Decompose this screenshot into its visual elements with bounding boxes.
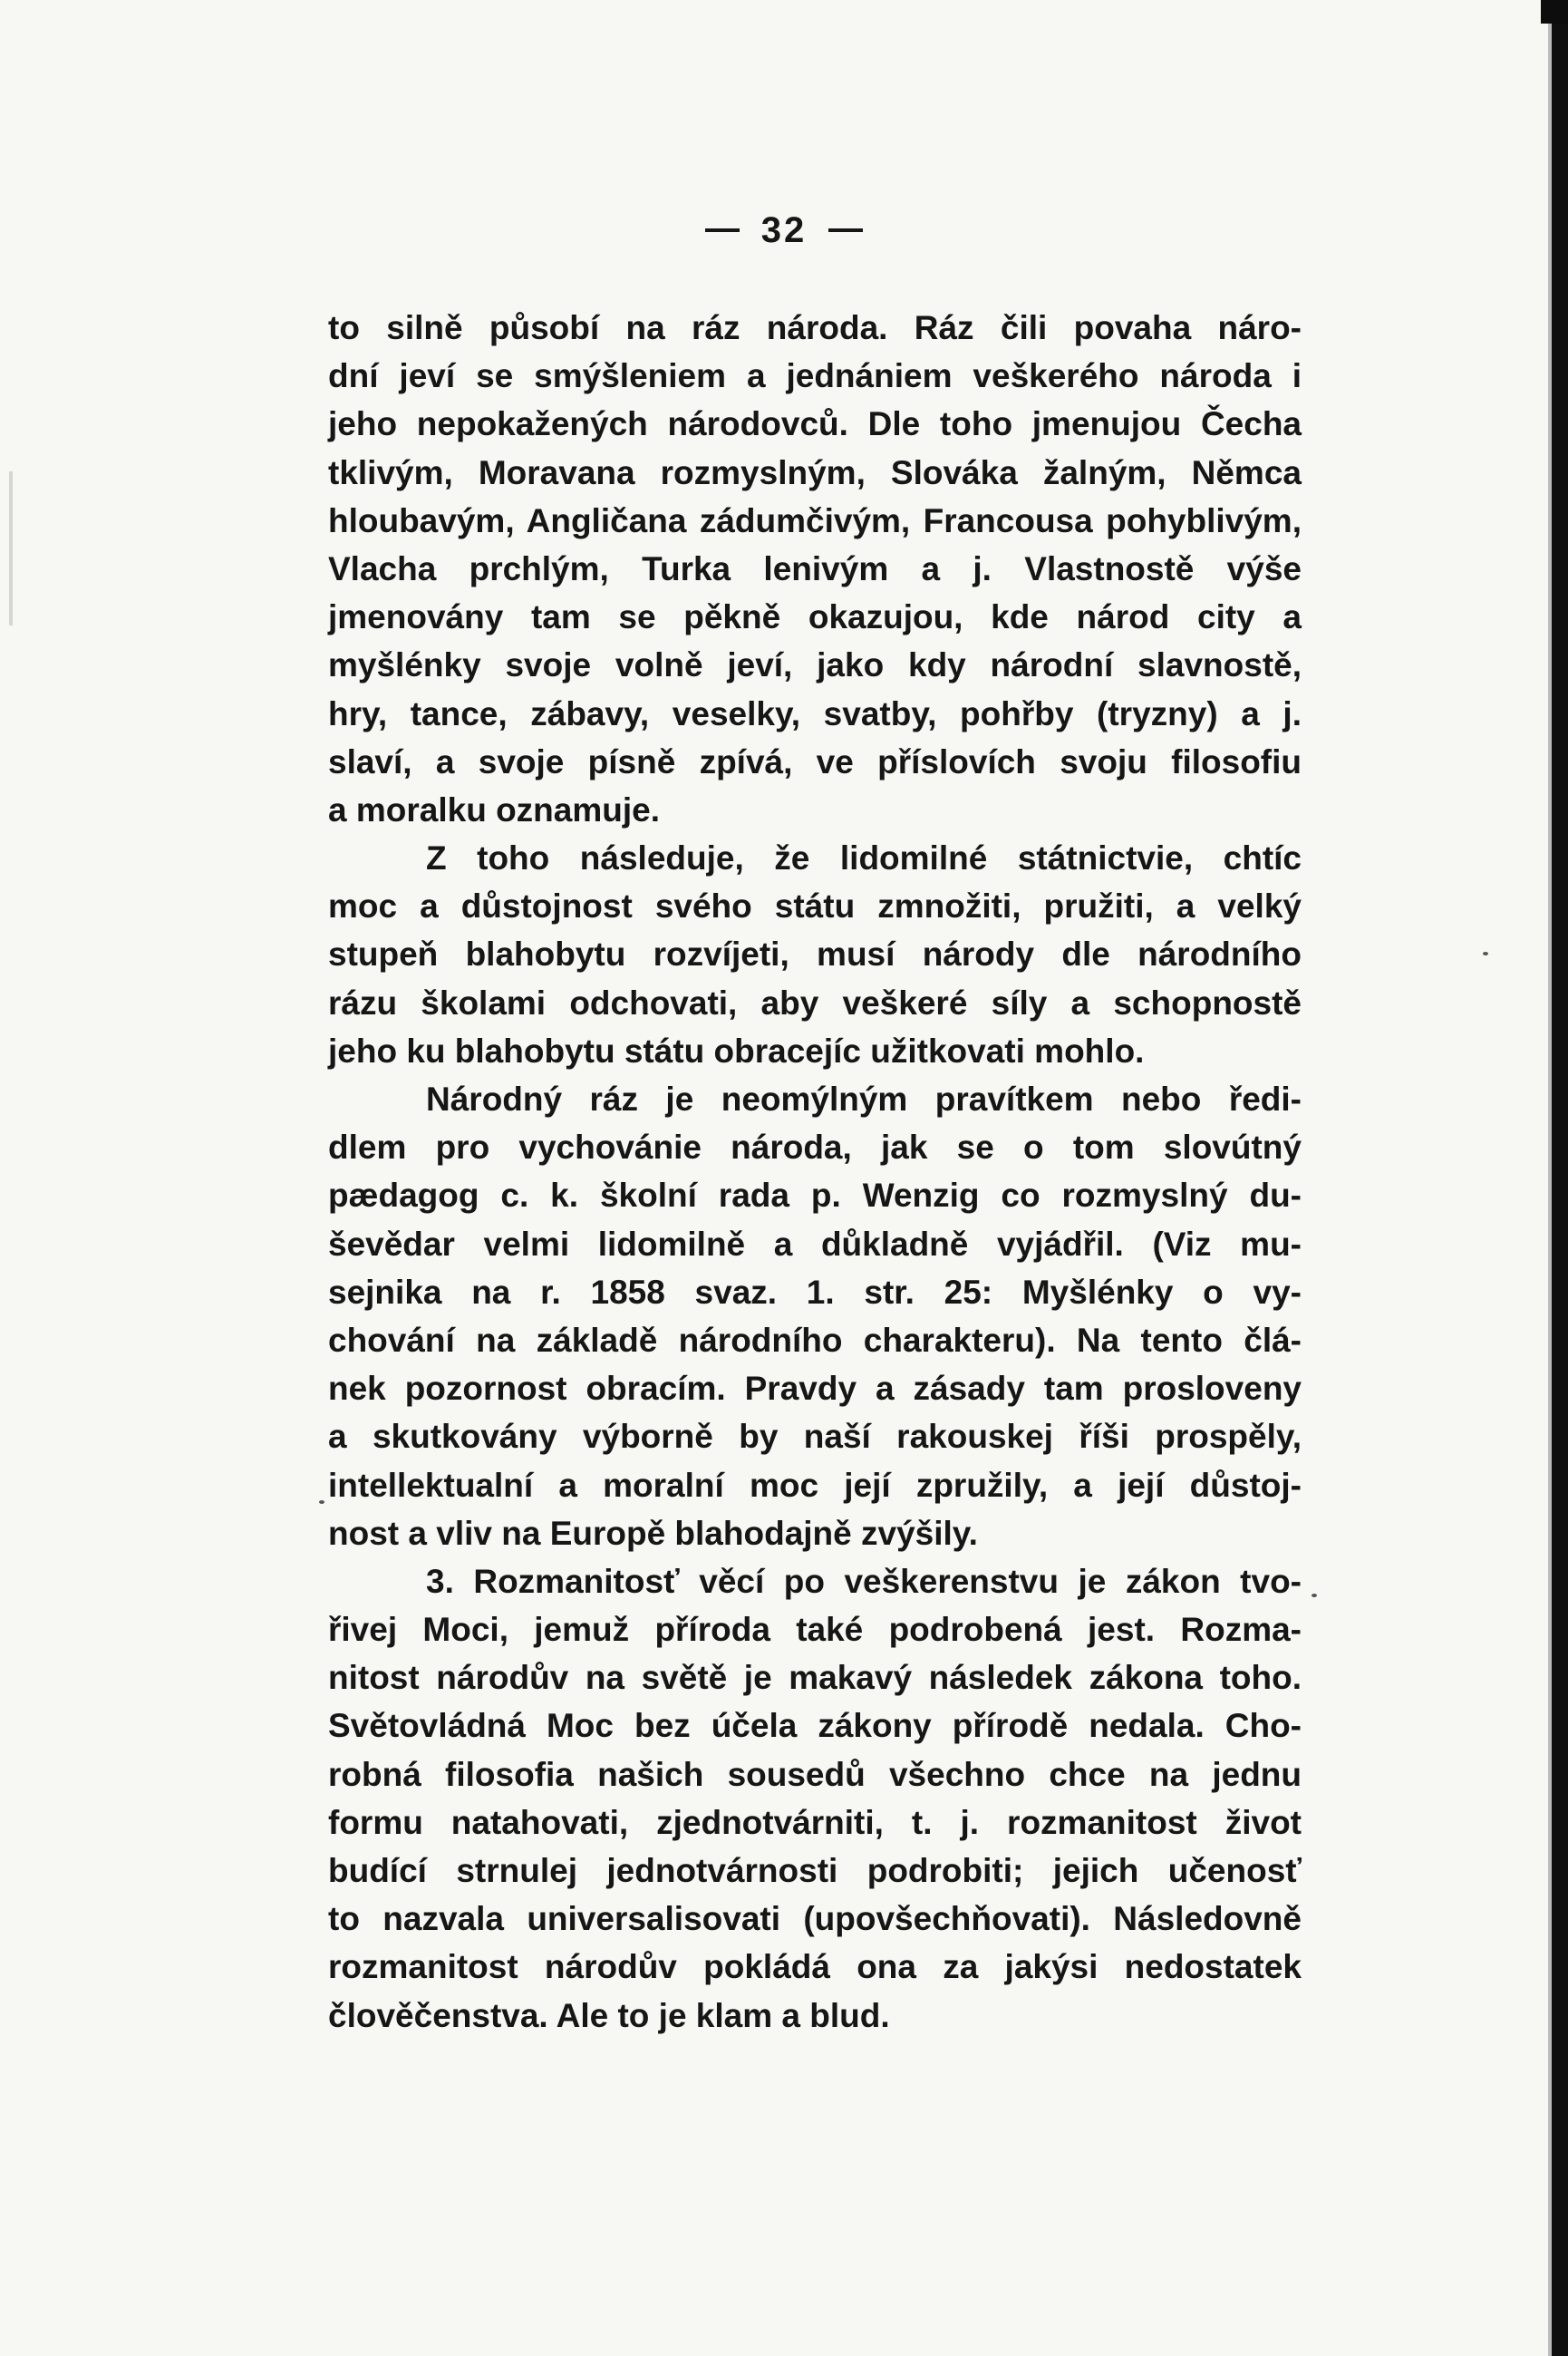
text-line: intellektualní a moralní moc její zpružily, a její důstoj- — [328, 1466, 1302, 1504]
scan-speck — [1312, 1594, 1317, 1597]
text-line: dlem pro vychovánie národa, jak se o tom slovútný — [328, 1129, 1302, 1167]
body-text — [328, 304, 1302, 2040]
text-line: tklivým, Moravana rozmyslným, Slováka žalným, Němca — [328, 453, 1302, 491]
text-line: to silně působí na ráz národa. Ráz čili povaha náro- — [328, 309, 1302, 346]
text-line: budící strnulej jednotvárnosti podrobiti; jejich učenosť — [328, 1852, 1302, 1889]
text-line: stupeň blahobytu rozvíjeti, musí národy dle národního — [328, 936, 1302, 974]
text-line: nost a vliv na Europě blahodajně zvýšily. — [328, 1514, 978, 1552]
text-line: a moralku oznamuje. — [328, 790, 660, 829]
text-line: formu natahovati, zjednotvárniti, t. j. rozmanitost život — [328, 1803, 1302, 1841]
text-line: hry, tance, zábavy, veselky, svatby, pohřby (tryzny) a j. — [328, 694, 1302, 732]
text-line: ševědar velmi lidomilně a důkladně vyjádřil. (Viz mu- — [328, 1225, 1302, 1263]
text-line: Z toho následuje, že lidomilné státnictvie, chtíc — [426, 839, 1302, 877]
text-line: nitost národův na světě je makavý následek zákona toho. — [328, 1659, 1302, 1697]
text-line: nek pozornost obracím. Pravdy a zásady tam prosloveny — [328, 1370, 1302, 1408]
text-line: sejnika na r. 1858 svaz. 1. str. 25: Myšlénky o vy- — [328, 1273, 1302, 1311]
text-line: jeho ku blahobytu státu obracejíc užitkovati mohlo. — [328, 1032, 1145, 1070]
text-line: Světovládná Moc bez účela zákony přírodě nedala. Cho- — [328, 1707, 1302, 1745]
text-line: hloubavým, Angličana zádumčivým, Francousa pohyblivým, — [328, 501, 1302, 539]
text-line: člověčenstva. Ale to je klam a blud. — [328, 1996, 890, 2034]
text-line: a skutkovány výborně by naší rakouskej říši prospěly, — [328, 1418, 1302, 1456]
text-line: Národný ráz je neomýlným pravítkem nebo ředi- — [426, 1081, 1302, 1118]
text-line: to nazvala universalisovati (upovšechňovati). Následovně — [328, 1900, 1302, 1938]
text-line: slaví, a svoje písně zpívá, ve příslovích svoju filosofiu — [328, 742, 1302, 780]
text-line: robná filosofia našich sousedů všechno chce na jednu — [328, 1755, 1302, 1793]
text-line: dní jeví se smýšleniem a jednániem veškerého národa i — [328, 357, 1302, 395]
text-line: chování na základě národního charakteru). Na tento člá- — [328, 1321, 1302, 1359]
text-line: rázu školami odchovati, aby veškeré síly a schopnostě — [328, 984, 1302, 1022]
corner-scan-mark — [1541, 0, 1568, 24]
right-scan-border — [1552, 0, 1568, 2356]
scan-speck — [1483, 952, 1488, 955]
text-line: jeho nepokažených národovců. Dle toho jmenujou Čecha — [328, 405, 1302, 443]
text-line: jmenovány tam se pěkně okazujou, kde národ city a — [328, 598, 1302, 636]
text-line: pædagog c. k. školní rada p. Wenzig co rozmyslný du- — [328, 1177, 1302, 1215]
text-line: moc a důstojnost svého státu zmnožiti, pružiti, a velký — [328, 887, 1302, 926]
page-number: 32 — [760, 210, 808, 250]
left-dash — [705, 228, 740, 232]
text-line: řivej Moci, jemuž příroda také podrobená jest. Rozma- — [328, 1611, 1302, 1649]
text-line: myšlénky svoje volně jeví, jako kdy národní slavnostě, — [328, 646, 1302, 684]
left-binding-shadow — [9, 471, 13, 625]
text-line: 3. Rozmanitosť věcí po veškerenstvu je zákon tvo- — [426, 1562, 1302, 1600]
text-line: Vlacha prchlým, Turka lenivým a j. Vlastnostě výše — [328, 549, 1302, 587]
scan-speck — [319, 1500, 324, 1504]
page-number-header — [0, 210, 1568, 251]
right-dash — [828, 228, 863, 232]
text-line: rozmanitost národův pokládá ona za jakýsi nedostatek — [328, 1948, 1302, 1986]
